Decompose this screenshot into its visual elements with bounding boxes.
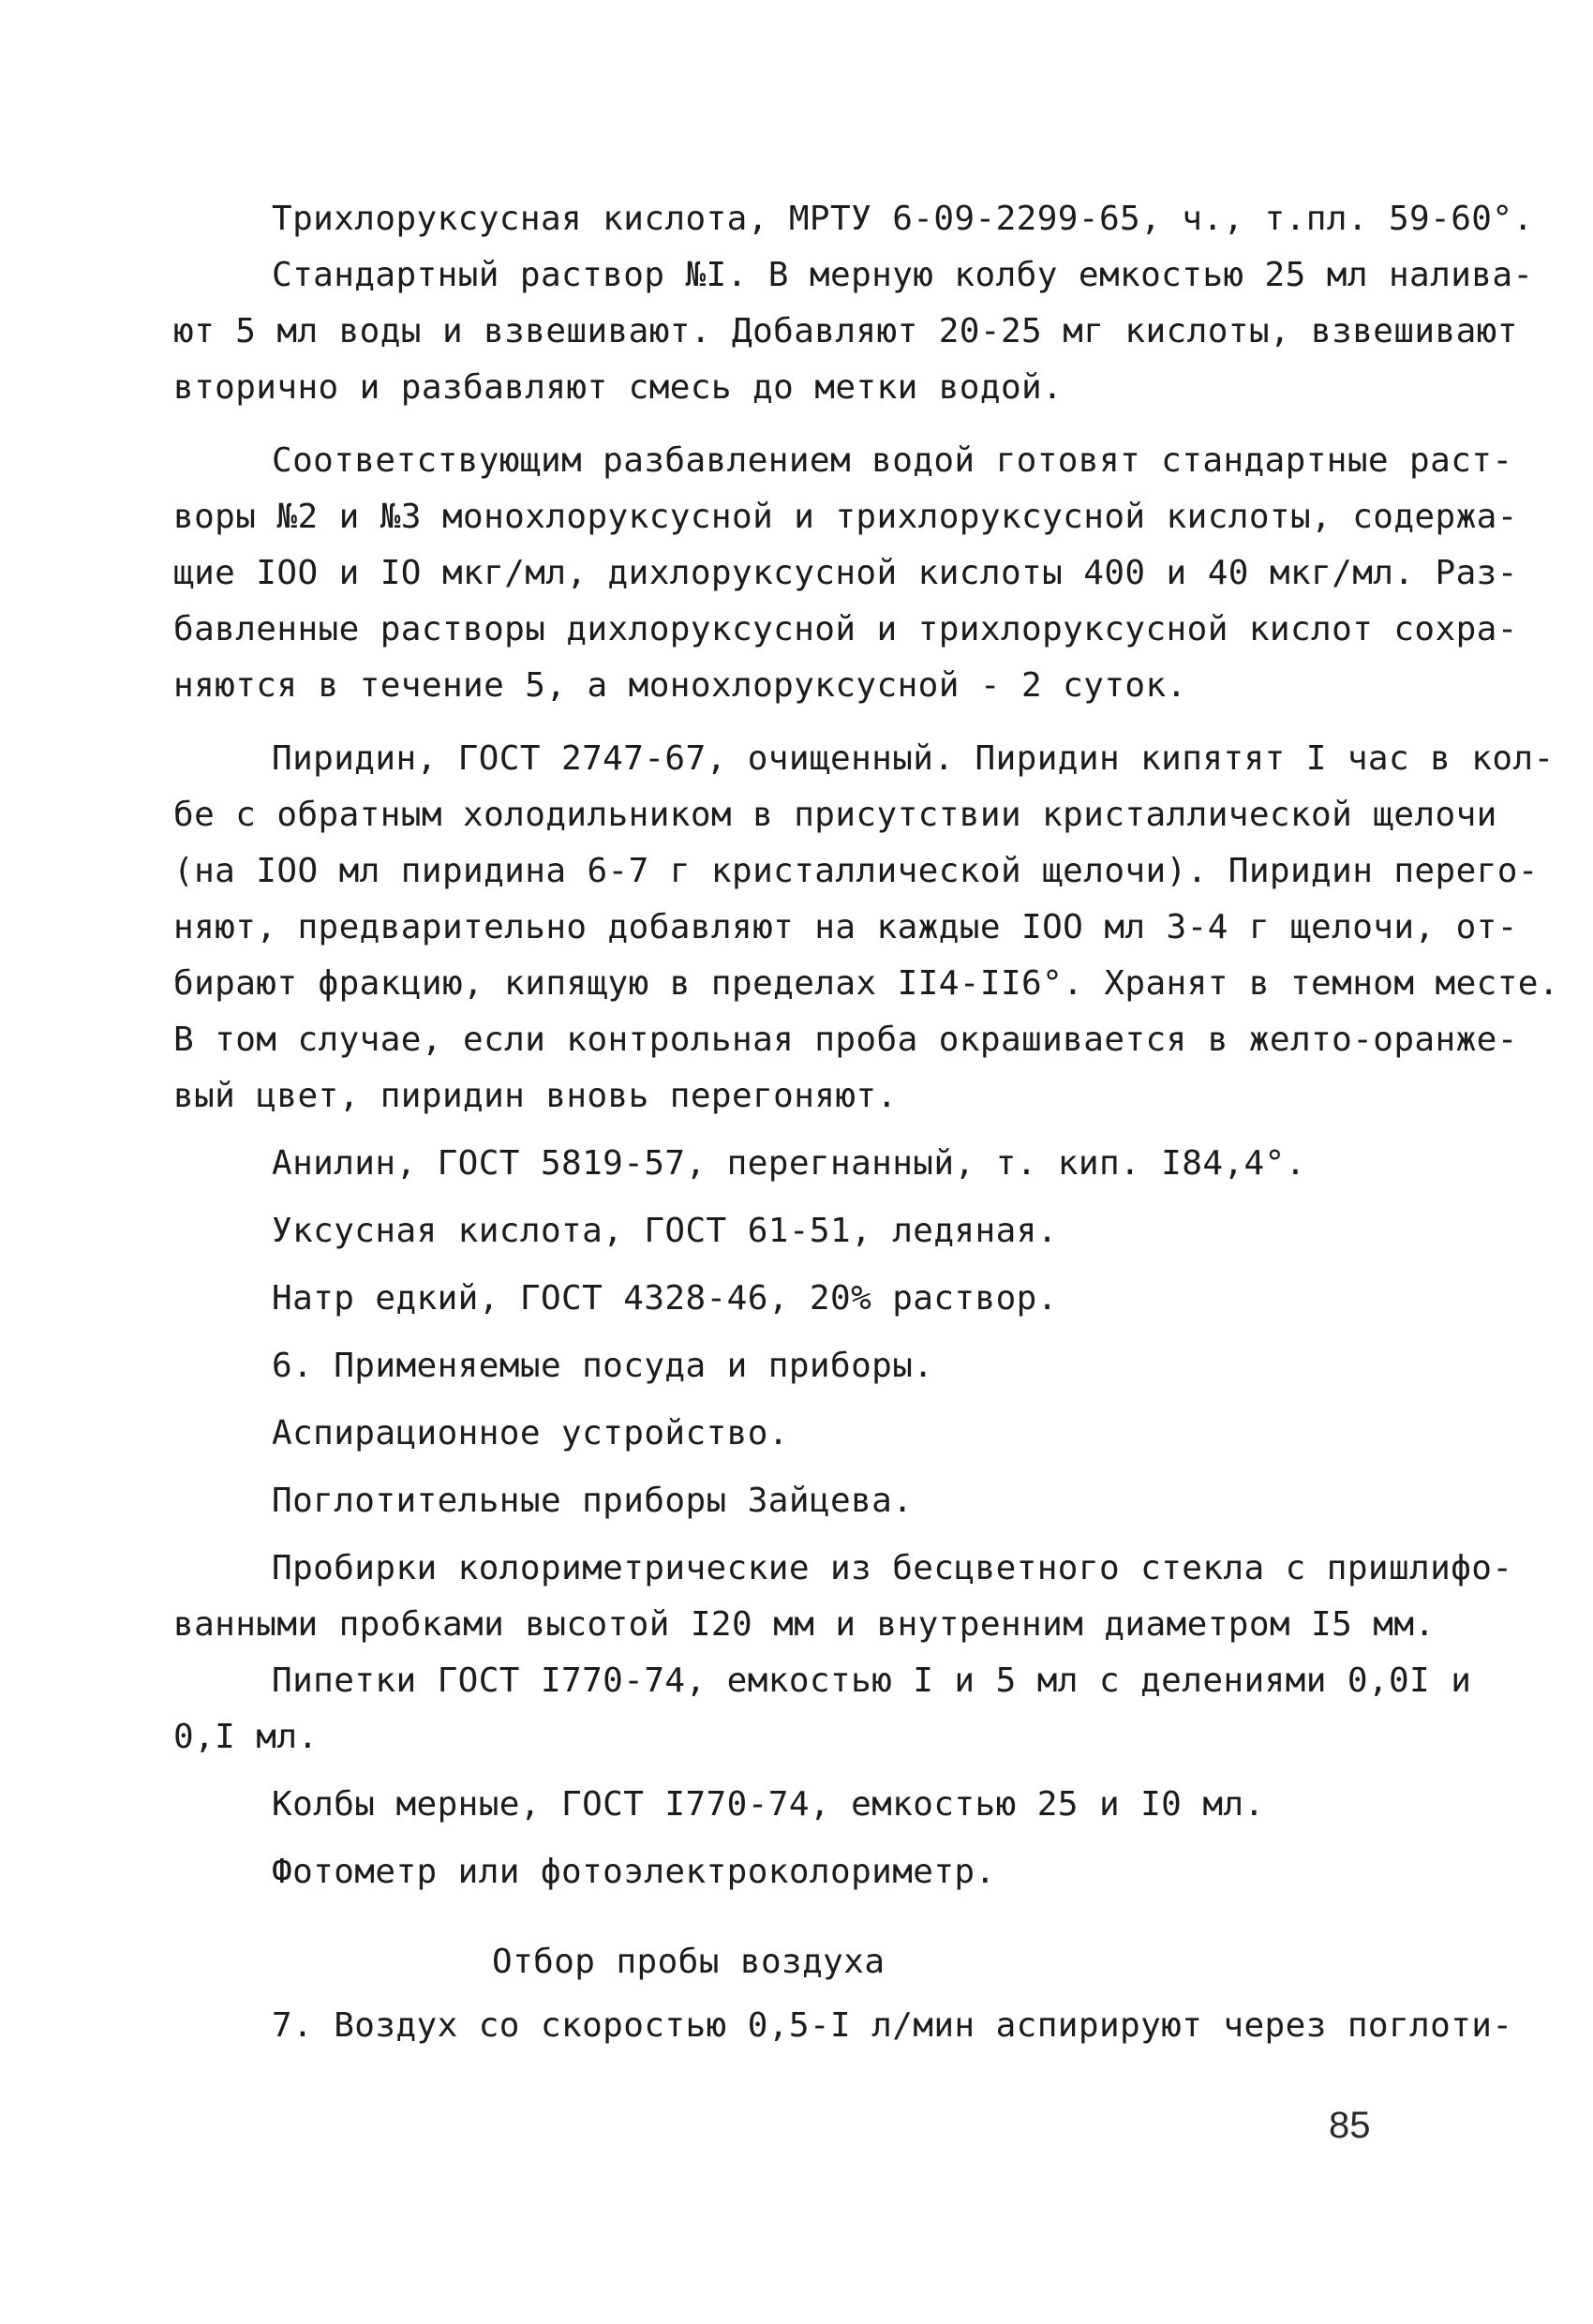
text-line: ванными пробками высотой I20 мм и внутренним диаметром I5 мм.	[173, 1605, 1436, 1644]
text-line: вый цвет, пиридин вновь перегоняют.	[173, 1077, 898, 1115]
text-line: щие IOO и IO мкг/мл, дихлоруксусной кислоты 400 и 40 мкг/мл. Раз-	[173, 554, 1518, 592]
text-line: Натр едкий, ГОСТ 4328-46, 20% раствор.	[272, 1279, 1058, 1318]
text-line: Трихлоруксусная кислота, МРТУ 6-09-2299-65, ч., т.пл. 59-60°.	[272, 200, 1534, 238]
text-line: 6. Применяемые посуда и приборы.	[272, 1347, 934, 1385]
text-line: Стандартный раствор №I. В мерную колбу емкостью 25 мл налива-	[272, 256, 1534, 294]
text-line: Пиридин, ГОСТ 2747-67, очищенный. Пиридин кипятят I час в кол-	[272, 739, 1555, 778]
text-line: Фотометр или фотоэлектроколориметр.	[272, 1853, 996, 1891]
text-line: Пробирки колориметрические из бесцветного стекла с пришлифо-	[272, 1549, 1513, 1587]
text-line: (на IOO мл пиридина 6-7 г кристаллической щелочи). Пиридин перего-	[173, 852, 1539, 890]
text-line: Анилин, ГОСТ 5819-57, перегнанный, т. кип. I84,4°.	[272, 1144, 1306, 1183]
text-line: няют, предварительно добавляют на каждые IOO мл 3-4 г щелочи, от-	[173, 908, 1518, 946]
text-line: В том случае, если контрольная проба окрашивается в желто-оранже-	[173, 1020, 1518, 1059]
text-line: Поглотительные приборы Зайцева.	[272, 1482, 914, 1520]
text-line: бавленные растворы дихлоруксусной и трихлоруксусной кислот сохра-	[173, 610, 1518, 648]
text-line: Аспирационное устройство.	[272, 1414, 789, 1452]
text-line: Соответствующим разбавлением водой готовят стандартные раст-	[272, 441, 1513, 480]
text-line: Пипетки ГОСТ I770-74, емкостью I и 5 мл с делениями 0,0I и	[272, 1661, 1472, 1700]
text-line: Уксусная кислота, ГОСТ 61-51, ледяная.	[272, 1212, 1058, 1250]
text-line: няются в течение 5, а монохлоруксусной - 2 суток.	[173, 666, 1187, 705]
section-heading: Отбор пробы воздуха	[492, 1943, 886, 1981]
text-line: 7. Воздух со скоростью 0,5-I л/мин аспирируют через поглоти-	[272, 2006, 1513, 2045]
text-line: Колбы мерные, ГОСТ I770-74, емкостью 25 и I0 мл.	[272, 1785, 1265, 1824]
page-number: 85	[1329, 2105, 1371, 2146]
text-line: вторично и разбавляют смесь до метки водой.	[173, 368, 1064, 407]
text-line: воры №2 и №3 монохлоруксусной и трихлоруксусной кислоты, содержа-	[173, 498, 1518, 536]
text-line: бе с обратным холодильником в присутствии кристаллической щелочи	[173, 796, 1497, 834]
text-line: бирают фракцию, кипящую в пределах II4-II6°. Хранят в темном месте.	[173, 964, 1559, 1003]
text-line: 0,I мл.	[173, 1718, 319, 1756]
text-line: ют 5 мл воды и взвешивают. Добавляют 20-25 мг кислоты, взвешивают	[173, 312, 1518, 350]
